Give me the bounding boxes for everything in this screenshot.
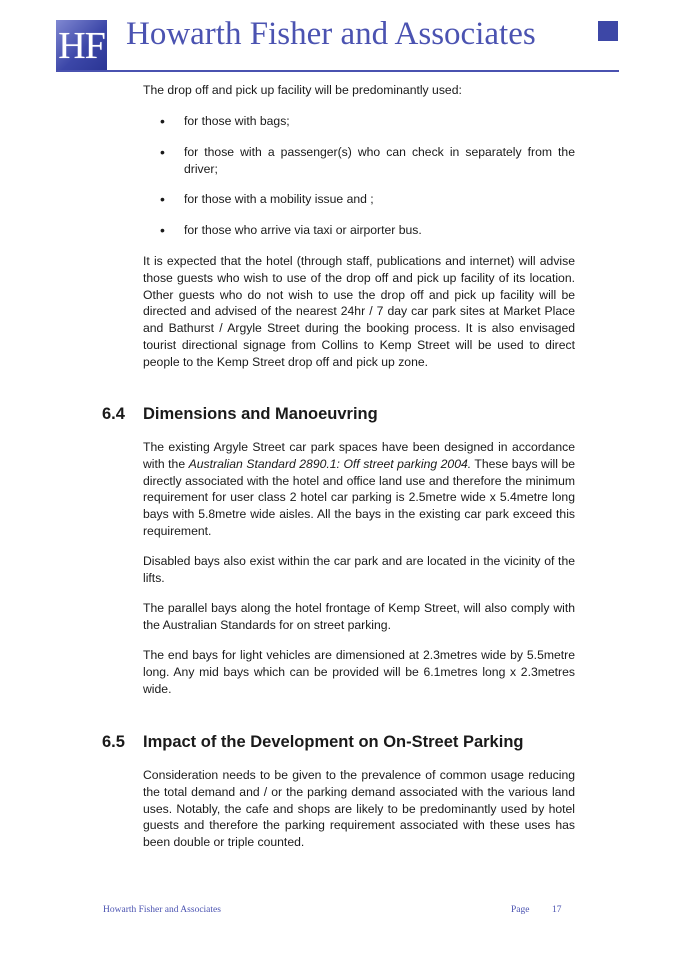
logo-letters: HF [58,25,105,67]
footer-page-number: 17 [552,905,562,915]
standard-reference: Australian Standard 2890.1: Off street parking 2004. [188,456,472,471]
header-divider [56,70,619,72]
section-number: 6.4 [102,405,125,423]
section-title: Impact of the Development on On-Street Parking [143,733,524,751]
bullet-icon: • [160,191,165,207]
company-name-title: Howarth Fisher and Associates [126,16,536,52]
paragraph-text: These bays will be directly associated with the hotel and office land use and therefore the minimum requirement for user class 2 hotel car parking is 2.5metre wide x 5.4metre long bays with 5.8metre wide aisles. All the bays in the existing car park exceed this requirement. [143,456,576,538]
footer-page-label: Page [511,905,530,915]
section-6-4-paragraph-3: The parallel bays along the hotel frontage of Kemp Street, will also comply with the Australian Standards for on street parking. [143,601,575,632]
bullet-text: for those with a passenger(s) who can check in separately from the driver; [184,145,575,176]
section-6-4-paragraph-2: Disabled bays also exist within the car park and are located in the vicinity of the lifts. [143,554,575,585]
section-6-5-paragraph-1: Consideration needs to be given to the prevalence of common usage reducing the total demand and / or the parking demand associated with the various land uses. Notably, the cafe and shops are likely to be predominantly used by hotel guests and therefore the parking requirement associated with these uses has been double or triple counted. [143,768,575,850]
section-6-4-paragraph-4: The end bays for light vehicles are dimensioned at 2.3metres wide by 5.5metre long. Any mid bays which can be provided will be 6.1metres long x 2.3metres wide. [143,648,575,696]
paragraph-text: The existing Argyle Street car park spaces have been designed in accordance with the [143,440,575,471]
footer-company: Howarth Fisher and Associates [103,905,221,915]
bullet-text: for those who arrive via taxi or airporter bus. [184,223,422,237]
company-logo [56,20,107,71]
section-number: 6.5 [102,733,125,751]
bullet-text: for those with a mobility issue and ; [184,192,374,206]
header-square-decoration [598,21,618,41]
section-6-4-paragraph-1 [143,439,575,540]
intro-paragraph: It is expected that the hotel (through staff, publications and internet) will advise those guests who wish to use of the drop off and pick up facility of its location. Other guests who do not wish to use the drop off and pick up facility will be directed and advised of the nearest 24hr / 7 day car park sites at Market Place and Bathurst / Argyle Street during the booking process. It is also envisaged tourist directional signage from Collins to Kemp Street will be used to direct people to the Kemp Street drop off and pick up zone. [143,254,575,369]
bullet-icon: • [160,222,165,238]
bullet-icon: • [160,113,165,129]
bullet-text: for those with bags; [184,114,290,128]
section-title: Dimensions and Manoeuvring [143,405,378,423]
bullet-icon: • [160,144,165,160]
intro-lead: The drop off and pick up facility will be predominantly used: [143,83,462,97]
section-heading-6-4 [102,404,582,424]
section-heading-6-5 [102,732,582,752]
